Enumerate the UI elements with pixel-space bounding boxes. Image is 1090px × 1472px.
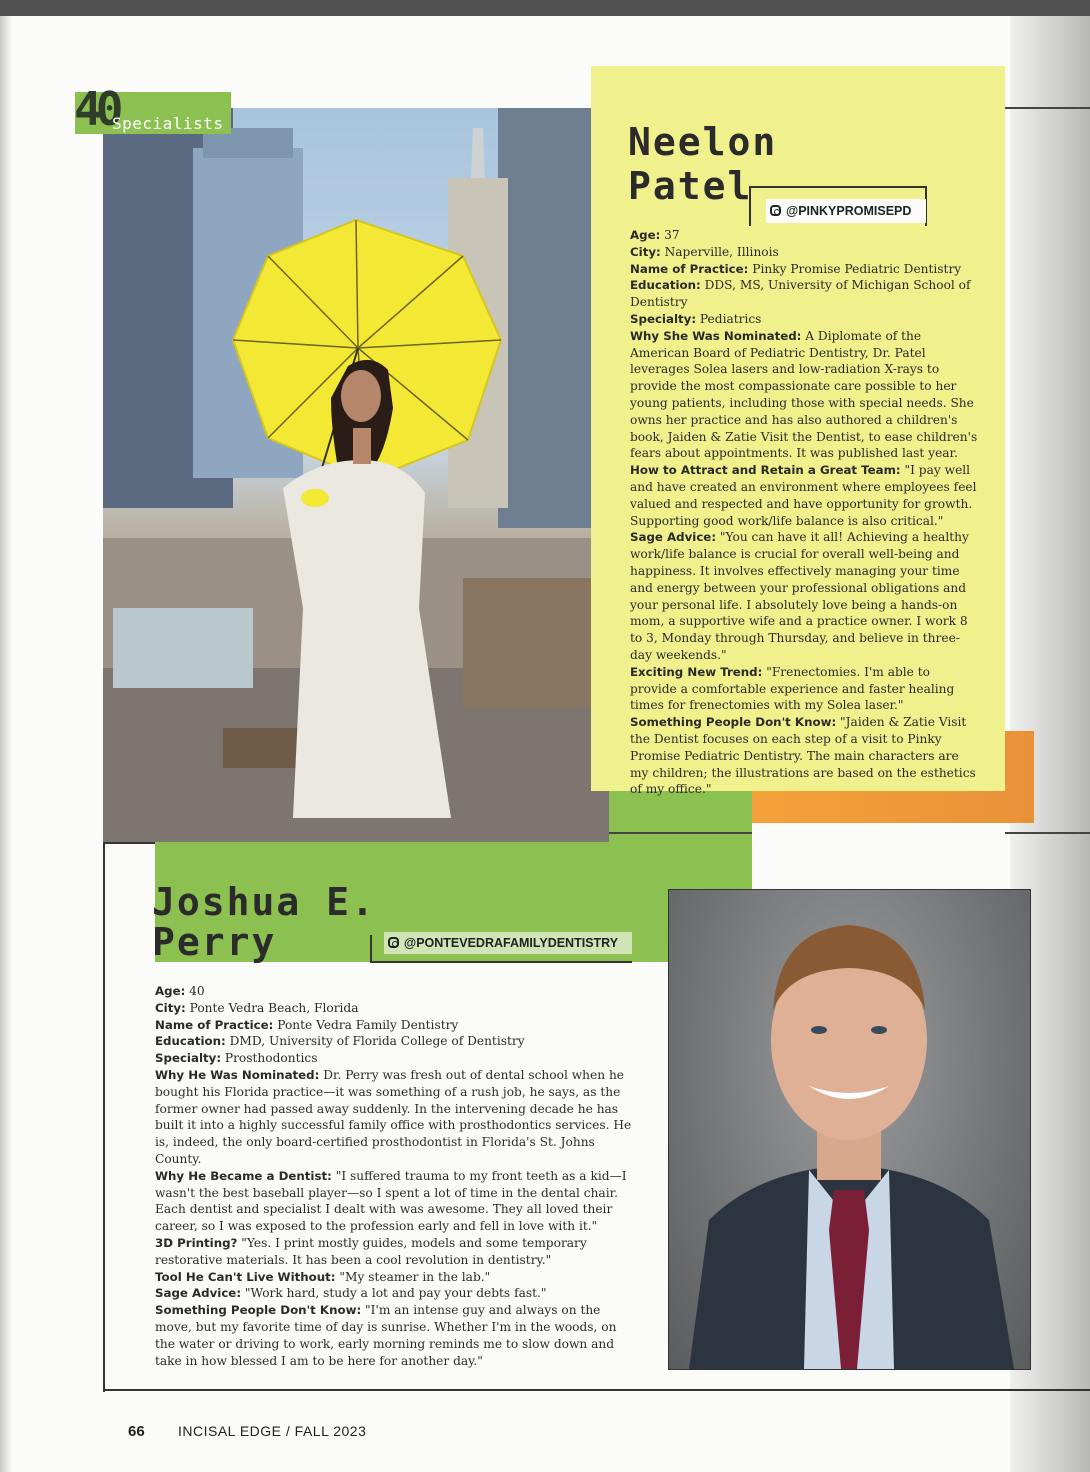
field-value: "I suffered trauma to my front teeth as a kid—I wasn't the best baseball player—so I spent a lot of time in the dental chair. Each dentist and specialist I dealt with was awesome. They all loved their career, so I was exposed to the profession early and fell in love with it."	[155, 1168, 627, 1234]
field-label: City	[155, 1000, 182, 1015]
field-value: 37	[660, 228, 680, 242]
field-value: Dr. Perry was fresh out of dental school when he bought his Florida practice—it was something of a rush job, he says, as the former owner had passed away suddenly. In the intervening decade he has built it into a highly successful family office with prosthodontics services. He is, indeed, the only board-certified prosthodontist in Florida's St. Johns County.	[155, 1067, 632, 1166]
bio-field: Education: DDS, MS, University of Michigan School of Dentistry	[630, 278, 971, 310]
window-top-bar	[0, 0, 1090, 16]
instagram-handle-neelon-patel[interactable]	[766, 199, 926, 223]
page-gutter-shadow	[0, 16, 12, 1472]
bio-field: Specialty: Prosthodontics	[155, 1051, 318, 1066]
field-value: Prosthodontics	[221, 1051, 318, 1066]
field-label: 3D Printing?	[155, 1235, 238, 1250]
field-value: Ponte Vedra Beach, Florida	[185, 1000, 359, 1015]
field-value: "My steamer in the lab."	[335, 1269, 491, 1284]
field-label: Age	[630, 228, 656, 242]
field-label: Tool He Can't Live Without	[155, 1269, 331, 1284]
field-label: Sage Advice	[155, 1286, 237, 1301]
field-label: Exciting New Trend	[630, 664, 758, 679]
section-badge-label: Specialists	[112, 114, 224, 133]
field-value: Ponte Vedra Family Dentistry	[273, 1017, 459, 1032]
instagram-icon	[388, 937, 399, 948]
frame-line	[103, 1389, 1090, 1391]
handle-text: @PINKYPROMISEPD	[786, 204, 912, 218]
publication-title: INCISAL EDGE / FALL 2023	[178, 1423, 367, 1439]
bio-field: Name of Practice: Pinky Promise Pediatric Dentistry	[630, 261, 962, 276]
field-label: Why He Was Nominated	[155, 1067, 315, 1082]
frame-line	[103, 842, 155, 844]
field-value: "You can have it all! Achieving a healthy work/life balance is crucial for overall well-being and happiness. It involves effectively managing your time and energy between your professional obligations and your personal life. I absolutely love being a hands-on mom, a supportive wife and a practice owner. I work 8 to 3, Monday through Thursday, and believe in three-day weekends."	[630, 530, 969, 662]
field-value: DDS, MS, University of Michigan School of Dentistry	[630, 278, 971, 310]
bio-field: Exciting New Trend: "Frenectomies. I'm able to provide a comfortable experience and faster healing times for frenectomies with my Solea laser."	[630, 664, 955, 713]
bio-field: Age: 40	[155, 984, 205, 998]
field-value: Pinky Promise Pediatric Dentistry	[748, 261, 962, 276]
name-line: Neelon	[628, 120, 778, 164]
frame-line	[103, 842, 105, 1392]
field-label: Specialty	[155, 1051, 217, 1066]
field-value: Pediatrics	[696, 311, 762, 326]
field-label: Specialty	[630, 311, 692, 326]
field-label: Name of Practice	[630, 261, 744, 276]
field-value: "I'm an intense guy and always on the move, but my favorite time of day is sunrise. Whether I'm in the woods, on the water or driving to work, early morning reminds me to slow down and take in how blessed I am to be here for another day."	[155, 1303, 617, 1368]
bio-field: Specialty: Pediatrics	[630, 311, 762, 326]
umbrella-portrait-illustration	[103, 108, 609, 842]
bio-field	[155, 1235, 640, 1269]
field-label: Name of Practice	[155, 1017, 269, 1032]
field-value: "Frenectomies. I'm able to provide a comfortable experience and faster healing times for frenectomies with my Solea laser."	[630, 664, 955, 713]
field-label: Something People Don't Know	[155, 1303, 357, 1318]
section-badge-number: 40	[74, 82, 118, 136]
name-line: Patel	[628, 164, 753, 208]
name-line: Joshua E.	[152, 880, 376, 924]
field-label: How to Attract and Retain a Great Team	[630, 463, 896, 478]
headshot-illustration	[669, 890, 1030, 1369]
bio-field: Age: 37	[630, 228, 680, 242]
bio-neelon-patel	[630, 227, 980, 798]
bio-field: Something People Don't Know: "Jaiden & Zatie Visit the Dentist focuses on each step of a visit to Pinky Promise Pediatric Dentistry. The main characters are my children; the illustrations are based on the esthetics of my office."	[630, 715, 976, 797]
bio-field: Why He Became a Dentist: "I suffered trauma to my front teeth as a kid—I wasn't the best baseball player—so I spent a lot of time in the dental chair. Each dentist and specialist I dealt with was awesome. They all loved their career, so I was exposed to the profession early and fell in love with it."	[155, 1168, 627, 1234]
bio-field: City: Naperville, Illinois	[630, 244, 779, 259]
bio-joshua-perry	[155, 983, 640, 1369]
bio-field: Sage Advice: "You can have it all! Achieving a healthy work/life balance is crucial for overall well-being and happiness. It involves effectively managing your time and energy between your professional obligations and your personal life. I absolutely love being a hands-on mom, a supportive wife and a practice owner. I work 8 to 3, Monday through Thursday, and believe in three-day weekends."	[630, 530, 969, 662]
page-number: 66	[128, 1423, 145, 1440]
field-value: Naperville, Illinois	[660, 244, 779, 259]
bio-field: Why She Was Nominated: A Diplomate of the American Board of Pediatric Dentistry, Dr. Patel leverages Solea lasers and low-radiation X-rays to provide the most compassionate care possible to her young patients, including those with special needs. She owns her practice and has also authored a children's book, Jaiden & Zatie Visit the Dentist, to ease children's fears about appointments. It was published last year.	[630, 328, 978, 461]
field-label: Something People Don't Know	[630, 715, 832, 730]
field-label: City	[630, 244, 657, 259]
bio-field: Sage Advice: "Work hard, study a lot and pay your debts fast."	[155, 1286, 547, 1301]
bio-field: Tool He Can't Live Without: "My steamer in the lab."	[155, 1269, 491, 1284]
name-line: Perry	[152, 920, 277, 964]
bio-field: City: Ponte Vedra Beach, Florida	[155, 1000, 359, 1015]
bio-field: Education: DMD, University of Florida College of Dentistry	[155, 1034, 525, 1049]
field-label: Education	[630, 278, 697, 293]
bio-field: Name of Practice: Ponte Vedra Family Dentistry	[155, 1017, 459, 1032]
field-value: "Jaiden & Zatie Visit the Dentist focuses on each step of a visit to Pinky Promise Pediatric Dentistry. The main characters are my children; the illustrations are based on the esthetics of my office."	[630, 715, 976, 797]
divider-line	[1005, 832, 1090, 834]
instagram-icon	[770, 205, 781, 216]
photo-neelon-patel	[103, 108, 609, 842]
field-label: Why She Was Nominated	[630, 328, 797, 343]
instagram-handle-joshua-perry[interactable]	[384, 932, 632, 954]
bio-field: Why He Was Nominated: Dr. Perry was fresh out of dental school when he bought his Florida practice—it was something of a rush job, he says, as the former owner had passed away suddenly. In the intervening decade he has built it into a highly successful family office with prosthodontics services. He is, indeed, the only board-certified prosthodontist in Florida's St. Johns County.	[155, 1067, 632, 1166]
field-value: A Diplomate of the American Board of Pediatric Dentistry, Dr. Patel leverages Solea lasers and low-radiation X-rays to provide the most compassionate care possible to her young patients, including those with special needs. She owns her practice and has also authored a children's book, Jaiden & Zatie Visit the Dentist, to ease children's fears about appointments. It was published last year.	[630, 328, 978, 461]
profile-name-joshua-perry	[152, 882, 376, 962]
field-value: "I pay well and have created an environment where employees feel valued and respected and have opportunity for growth. Supporting good work/life balance is also critical."	[630, 463, 977, 528]
field-label: Why He Became a Dentist	[155, 1168, 328, 1183]
field-label: Age	[155, 984, 181, 998]
handle-text: @PONTEVEDRAFAMILYDENTISTRY	[404, 936, 619, 950]
field-label: Education	[155, 1034, 222, 1049]
field-label: Sage Advice	[630, 530, 712, 545]
photo-joshua-perry	[668, 889, 1031, 1370]
field-value: "Work hard, study a lot and pay your debts fast."	[241, 1286, 547, 1301]
divider-line	[1005, 107, 1090, 109]
field-value: "Yes. I print mostly guides, models and some temporary restorative materials. It has been a cool revolution in dentistry."	[155, 1235, 587, 1267]
field-value: DMD, University of Florida College of Dentistry	[225, 1034, 525, 1049]
divider-line	[609, 832, 752, 834]
bio-field: Something People Don't Know: "I'm an intense guy and always on the move, but my favorite time of day is sunrise. Whether I'm in the woods, on the water or driving to work, early morning reminds me to slow down and take in how blessed I am to be here for another day."	[155, 1303, 617, 1368]
field-value: 40	[185, 984, 205, 998]
bio-field: How to Attract and Retain a Great Team: "I pay well and have created an environment where employees feel valued and respected and have opportunity for growth. Supporting good work/life balance is also critical."	[630, 463, 977, 528]
